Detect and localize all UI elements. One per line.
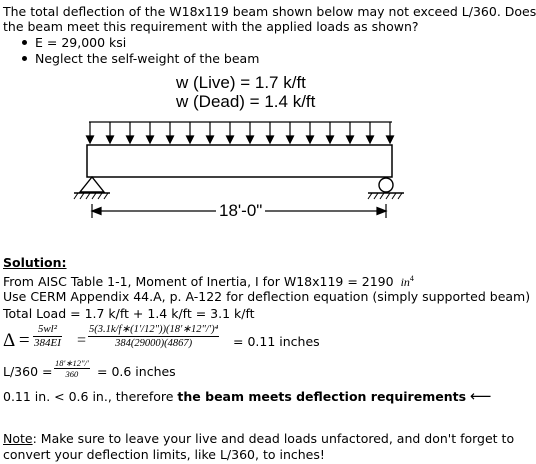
limit-prefix: L/360 = xyxy=(3,364,53,379)
fraction-limit-numerator: 18'∗12"/' xyxy=(55,358,89,368)
dimension-arrow-left-icon xyxy=(92,208,101,215)
conclusion-bold: the beam meets deflection requirements xyxy=(177,389,467,404)
bullet-modulus-text: E = 29,000 ksi xyxy=(35,35,127,50)
span-label: 18'-0" xyxy=(216,201,265,220)
fraction-substituted xyxy=(88,323,219,350)
load-arrow-icon xyxy=(307,122,314,143)
load-arrow-icon xyxy=(267,122,274,143)
deflection-result: = 0.11 inches xyxy=(233,334,320,349)
note-label: Note xyxy=(3,431,33,446)
load-arrow-icon xyxy=(367,122,374,143)
load-arrow-icon xyxy=(247,122,254,143)
roller-support-icon xyxy=(368,178,404,199)
dimension-arrow-right-icon xyxy=(377,208,386,215)
delta-symbol: Δ = xyxy=(3,330,30,351)
load-arrow-icon xyxy=(187,122,194,143)
pin-support-icon xyxy=(74,177,110,199)
load-arrow-icon xyxy=(207,122,214,143)
load-arrow-icon xyxy=(127,122,134,143)
load-arrow-icon xyxy=(387,122,394,143)
moment-text: From AISC Table 1-1, Moment of Inertia, I for W18x119 = 2190 xyxy=(3,274,394,290)
fraction-formula xyxy=(33,323,62,350)
fraction-formula-numerator: 5wl² xyxy=(33,323,62,337)
moment-exponent: 4 xyxy=(409,274,414,283)
bullet-self-weight-text: Neglect the self-weight of the beam xyxy=(35,51,260,66)
total-load-line: Total Load = 1.7 k/ft + 1.4 k/ft = 3.1 k/ft xyxy=(3,306,255,321)
note-line-1 xyxy=(3,431,514,446)
load-arrows xyxy=(87,122,394,143)
equals-sign: = xyxy=(77,332,87,349)
moment-of-inertia-line xyxy=(3,271,414,290)
moment-unit: in xyxy=(400,275,410,290)
fraction-formula-denominator: 384EI xyxy=(34,337,61,349)
fraction-limit-denominator: 360 xyxy=(65,369,79,379)
problem-line-2: the beam meet this requirement with the applied loads as shown? xyxy=(3,19,419,34)
left-arrow-icon: ⟵ xyxy=(470,387,492,405)
beam xyxy=(87,145,392,177)
load-arrow-icon xyxy=(147,122,154,143)
live-load-label: w (Live) = 1.7 k/ft xyxy=(176,73,306,92)
load-arrow-icon xyxy=(167,122,174,143)
load-arrow-icon xyxy=(227,122,234,143)
fraction-substituted-numerator: 5(3.1k/f∗(1'/12"))(18'∗12"/')⁴ xyxy=(89,324,219,335)
load-arrow-icon xyxy=(287,122,294,143)
load-arrow-icon xyxy=(327,122,334,143)
note-line-1-text: : Make sure to leave your live and dead loads unfactored, and don't forget to xyxy=(32,431,515,446)
limit-result: = 0.6 inches xyxy=(97,364,176,379)
fraction-substituted-denominator: 384(29000)(4867) xyxy=(115,338,193,349)
load-arrow-icon xyxy=(87,122,94,143)
load-arrow-icon xyxy=(347,122,354,143)
conclusion-prefix: 0.11 in. < 0.6 in., therefore xyxy=(3,389,174,404)
fraction-limit xyxy=(54,358,90,379)
dead-load-label: w (Dead) = 1.4 k/ft xyxy=(176,92,316,111)
note-line-2: convert your deflection limits, like L/360, to inches! xyxy=(3,447,325,462)
conclusion-line xyxy=(3,389,492,404)
solution-heading: Solution: xyxy=(3,255,67,270)
load-arrow-icon xyxy=(107,122,114,143)
problem-line-1: The total deflection of the W18x119 beam shown below may not exceed L/360. Does xyxy=(3,4,536,19)
cerm-line: Use CERM Appendix 44.A, p. A-122 for deflection equation (simply supported beam) xyxy=(3,289,531,304)
